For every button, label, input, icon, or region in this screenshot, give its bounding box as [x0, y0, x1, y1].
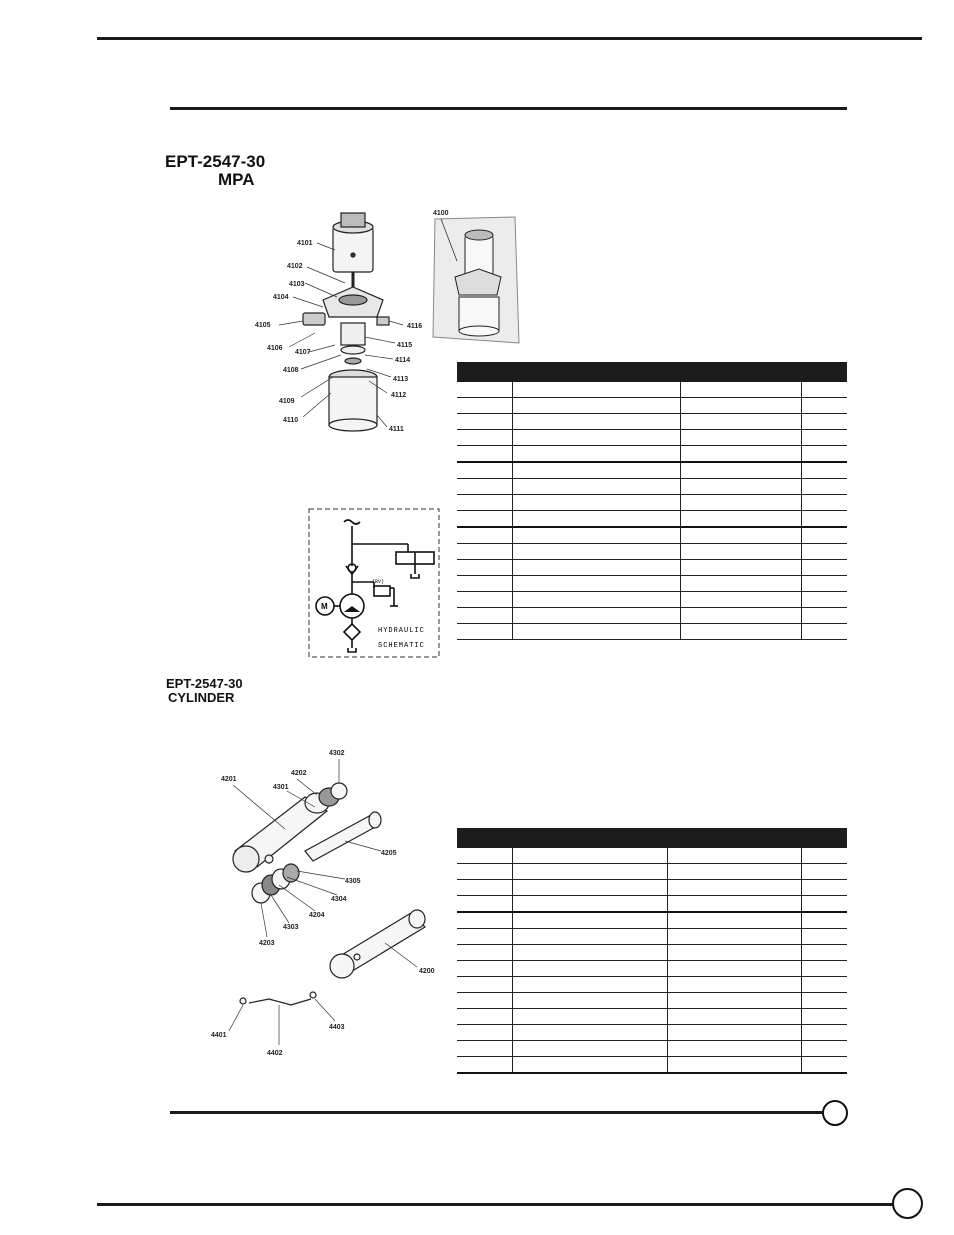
table-cell — [512, 398, 680, 414]
table-cell — [667, 929, 801, 945]
part-label-4107: 4107 — [295, 349, 311, 356]
mpa-title — [165, 153, 265, 189]
table-cell — [512, 624, 680, 640]
table-cell — [801, 495, 847, 511]
table-cell — [512, 864, 667, 880]
part-label-4202: 4202 — [291, 770, 307, 777]
table-cell — [801, 1009, 847, 1025]
relief-valve-label: (RV) — [372, 579, 385, 585]
page-top-rule — [97, 37, 922, 40]
table-cell — [680, 511, 801, 528]
table-cell — [512, 495, 680, 511]
table-cell — [512, 414, 680, 430]
table-cell — [801, 864, 847, 880]
table-cell — [801, 592, 847, 608]
table-row — [457, 398, 847, 414]
part-label-4104: 4104 — [273, 294, 289, 301]
table-cell — [512, 430, 680, 446]
table-row — [457, 929, 847, 945]
table-cell — [801, 912, 847, 929]
cylinder-exploded-diagram — [205, 745, 445, 1057]
part-label-4402: 4402 — [267, 1050, 283, 1057]
table-cell — [512, 880, 667, 896]
table-cell — [512, 1025, 667, 1041]
part-label-4102: 4102 — [287, 263, 303, 270]
part-label-4112: 4112 — [391, 392, 407, 399]
table-cell — [801, 462, 847, 479]
table-cell — [512, 560, 680, 576]
part-label-4203: 4203 — [259, 940, 275, 947]
cylinder-title — [166, 677, 243, 704]
table-row — [457, 896, 847, 913]
part-label-4303: 4303 — [283, 924, 299, 931]
table-cell — [457, 544, 512, 560]
table-cell — [512, 479, 680, 495]
reservoir — [329, 370, 377, 431]
cylinder-parts-table — [457, 828, 847, 1074]
part-label-4305: 4305 — [345, 878, 361, 885]
table-cell — [457, 864, 512, 880]
table-cell — [680, 414, 801, 430]
table-cell — [457, 495, 512, 511]
table-cell — [457, 993, 512, 1009]
table-cell — [512, 977, 667, 993]
part-label-4109: 4109 — [279, 398, 295, 405]
table-cell — [801, 896, 847, 913]
table-cell — [457, 576, 512, 592]
table-row — [457, 544, 847, 560]
schematic-line1: HYDRAULIC — [378, 627, 425, 635]
table-cell — [457, 929, 512, 945]
table-cell — [801, 544, 847, 560]
table-cell — [680, 462, 801, 479]
table-cell — [457, 977, 512, 993]
table-cell — [801, 993, 847, 1009]
table-row — [457, 1025, 847, 1041]
table-cell — [680, 527, 801, 544]
table-cell — [801, 977, 847, 993]
table-cell — [801, 624, 847, 640]
mpa-table-header — [457, 362, 847, 382]
table-row — [457, 382, 847, 398]
table-cell — [457, 430, 512, 446]
part-label-4111: 4111 — [389, 426, 404, 433]
mpa-exploded-diagram — [245, 205, 445, 435]
table-cell — [801, 1041, 847, 1057]
table-cell — [801, 945, 847, 961]
part-label-4101: 4101 — [297, 240, 313, 247]
table-cell — [680, 430, 801, 446]
table-cell — [801, 1057, 847, 1074]
table-cell — [801, 527, 847, 544]
table-row — [457, 527, 847, 544]
table-cell — [457, 1057, 512, 1074]
table-cell — [512, 544, 680, 560]
table-cell — [457, 624, 512, 640]
table-cell — [667, 945, 801, 961]
pump-manifold — [303, 287, 389, 325]
table-cell — [512, 896, 667, 913]
part-label-4302: 4302 — [329, 750, 345, 757]
table-cell — [667, 864, 801, 880]
table-cell — [801, 479, 847, 495]
cylinder-title-sub: CYLINDER — [168, 689, 235, 705]
table-cell — [457, 479, 512, 495]
table-cell — [801, 414, 847, 430]
part-label-4200: 4200 — [419, 968, 435, 975]
part-label-4205: 4205 — [381, 850, 397, 857]
table-cell — [680, 560, 801, 576]
table-cell — [801, 1025, 847, 1041]
table-cell — [457, 1025, 512, 1041]
table-cell — [667, 912, 801, 929]
table-row — [457, 1057, 847, 1074]
table-cell — [457, 511, 512, 528]
content-top-rule — [170, 107, 847, 110]
part-label-4301: 4301 — [273, 784, 289, 791]
table-row — [457, 608, 847, 624]
table-row — [457, 880, 847, 896]
table-cell — [512, 446, 680, 463]
table-row — [457, 592, 847, 608]
table-cell — [512, 462, 680, 479]
table-row — [457, 560, 847, 576]
table-cell — [512, 912, 667, 929]
motor-body — [333, 213, 373, 272]
table-cell — [667, 1009, 801, 1025]
table-cell — [801, 576, 847, 592]
table-cell — [667, 961, 801, 977]
table-cell — [801, 446, 847, 463]
table-row — [457, 945, 847, 961]
table-cell — [680, 624, 801, 640]
table-cell — [512, 929, 667, 945]
part-label-4105: 4105 — [255, 322, 271, 329]
table-row — [457, 462, 847, 479]
table-cell — [667, 1057, 801, 1074]
part-label-4115: 4115 — [397, 342, 413, 349]
cylinder-table-body — [457, 848, 847, 1073]
table-cell — [457, 462, 512, 479]
table-cell — [457, 1041, 512, 1057]
table-cell — [457, 848, 512, 864]
table-cell — [457, 880, 512, 896]
table-cell — [512, 1057, 667, 1074]
content-bottom-rule — [170, 1111, 825, 1114]
content-page-circle — [822, 1100, 848, 1126]
table-cell — [457, 945, 512, 961]
cylinder-table-header — [457, 828, 847, 848]
table-cell — [512, 1009, 667, 1025]
table-row — [457, 576, 847, 592]
table-row — [457, 1041, 847, 1057]
table-cell — [512, 1041, 667, 1057]
table-cell — [457, 398, 512, 414]
mpa-title-sub: MPA — [218, 169, 255, 189]
table-row — [457, 848, 847, 864]
table-cell — [801, 382, 847, 398]
part-label-4403: 4403 — [329, 1024, 345, 1031]
table-cell — [512, 608, 680, 624]
mpa-assembled-inset — [427, 205, 522, 345]
table-cell — [512, 993, 667, 1009]
inset-label-4100: 4100 — [433, 210, 449, 217]
page-number-circle — [892, 1188, 923, 1219]
table-cell — [667, 896, 801, 913]
table-row — [457, 864, 847, 880]
table-row — [457, 495, 847, 511]
table-row — [457, 1009, 847, 1025]
table-cell — [512, 382, 680, 398]
part-label-4201: 4201 — [221, 776, 237, 783]
cylinder-title-model: EPT-2547-30 — [166, 676, 243, 691]
table-cell — [680, 576, 801, 592]
table-cell — [801, 848, 847, 864]
table-cell — [667, 977, 801, 993]
table-row — [457, 430, 847, 446]
table-cell — [680, 608, 801, 624]
part-label-4116: 4116 — [407, 323, 423, 330]
table-row — [457, 414, 847, 430]
table-cell — [512, 527, 680, 544]
motor-letter: M — [321, 602, 328, 611]
table-cell — [680, 544, 801, 560]
table-row — [457, 479, 847, 495]
table-cell — [801, 511, 847, 528]
hydraulic-schematic — [308, 508, 440, 658]
table-cell — [801, 608, 847, 624]
table-row — [457, 977, 847, 993]
table-cell — [680, 446, 801, 463]
table-cell — [457, 1009, 512, 1025]
pump-body — [341, 323, 365, 364]
part-label-4103: 4103 — [289, 281, 305, 288]
table-cell — [457, 446, 512, 463]
table-cell — [512, 592, 680, 608]
part-label-4110: 4110 — [283, 417, 299, 424]
table-cell — [680, 398, 801, 414]
table-cell — [457, 608, 512, 624]
table-row — [457, 446, 847, 463]
table-cell — [680, 479, 801, 495]
part-label-4108: 4108 — [283, 367, 299, 374]
schematic-line2: SCHEMATIC — [378, 642, 425, 650]
table-cell — [457, 896, 512, 913]
table-cell — [680, 382, 801, 398]
part-label-4204: 4204 — [309, 912, 325, 919]
table-row — [457, 624, 847, 640]
table-cell — [512, 576, 680, 592]
table-row — [457, 912, 847, 929]
table-cell — [680, 592, 801, 608]
table-cell — [457, 912, 512, 929]
table-cell — [801, 430, 847, 446]
part-label-4113: 4113 — [393, 376, 409, 383]
table-cell — [457, 527, 512, 544]
table-cell — [512, 511, 680, 528]
table-row — [457, 993, 847, 1009]
table-cell — [512, 945, 667, 961]
part-label-4114: 4114 — [395, 357, 411, 364]
table-cell — [801, 560, 847, 576]
table-cell — [801, 961, 847, 977]
table-row — [457, 511, 847, 528]
table-cell — [667, 993, 801, 1009]
page-bottom-rule — [97, 1203, 897, 1206]
mpa-parts-table — [457, 362, 847, 640]
table-cell — [667, 880, 801, 896]
table-cell — [457, 414, 512, 430]
table-cell — [457, 382, 512, 398]
part-label-4304: 4304 — [331, 896, 347, 903]
table-cell — [667, 1025, 801, 1041]
table-cell — [512, 848, 667, 864]
part-label-4106: 4106 — [267, 345, 283, 352]
mpa-table-body — [457, 382, 847, 640]
table-cell — [680, 495, 801, 511]
table-cell — [667, 848, 801, 864]
table-cell — [457, 592, 512, 608]
table-cell — [801, 398, 847, 414]
table-cell — [801, 929, 847, 945]
table-cell — [512, 961, 667, 977]
table-cell — [667, 1041, 801, 1057]
part-label-4401: 4401 — [211, 1032, 227, 1039]
mpa-title-model: EPT-2547-30 — [165, 152, 266, 171]
table-cell — [457, 961, 512, 977]
table-cell — [457, 560, 512, 576]
table-row — [457, 961, 847, 977]
table-cell — [801, 880, 847, 896]
